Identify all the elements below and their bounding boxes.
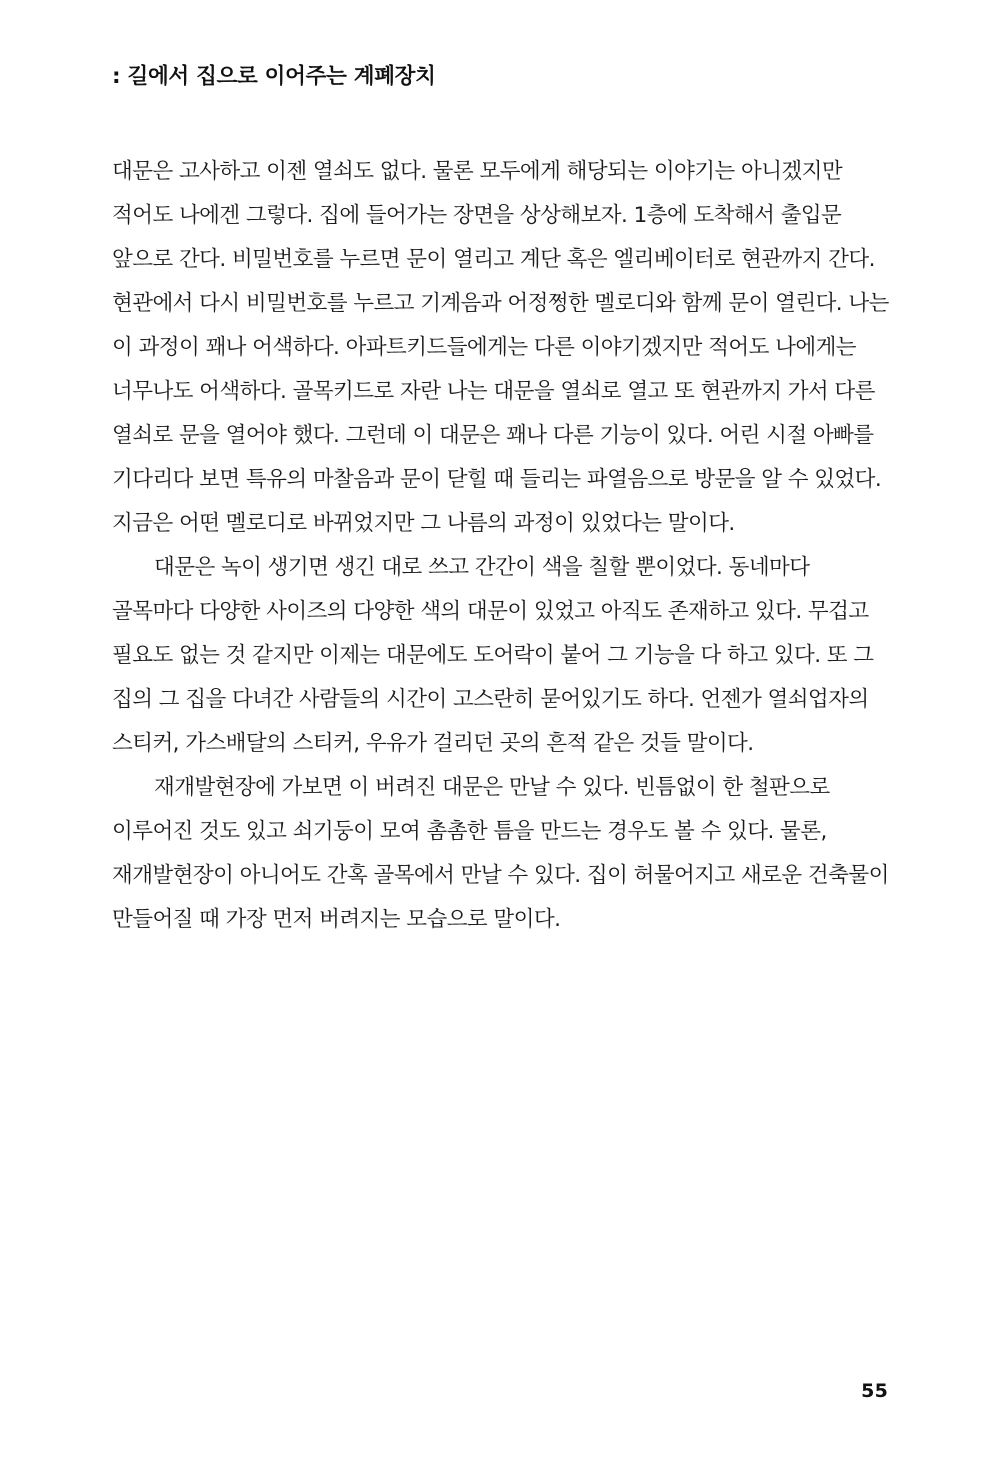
paragraph-3: 재개발현장에 가보면 이 버려진 대문은 만날 수 있다. 빈틈없이 한 철판으로 이루어진 것도 있고 쇠기둥이 모여 촘촘한 틈을 만드는 경우도 볼 수 있다. 물론, 재개발현장이 아니어도 간혹 골목에서 만날 수 있다. 집이 허물어지고 새로운 건축물이 만들어질 때 가장 먼저 버려지는 모습으로 말이다. <box>112 775 889 933</box>
page-number: 55 <box>861 1380 888 1402</box>
paragraph-1: 대문은 고사하고 이젠 열쇠도 없다. 물론 모두에게 해당되는 이야기는 아니겠지만 적어도 나에겐 그렇다. 집에 들어가는 장면을 상상해보자. 1층에 도착해서 출입문 앞으로 간다. 비밀번호를 누르면 문이 열리고 계단 혹은 엘리베이터로 현관까지 간다. 현관에서 다시 비밀번호를 누르고 기계음과 어정쩡한 멜로디와 함께 문이 열린다. 나는 이 과정이 꽤나 어색하다. 아파트키드들에게는 다른 이야기겠지만 적어도 나에게는 너무나도 어색하다. 골목키드로 자란 나는 대문을 열쇠로 열고 또 현관까지 가서 다른 열쇠로 문을 열어야 했다. 그런데 이 대문은 꽤나 다른 기능이 있다. 어린 시절 아빠를 기다리다 보면 특유의 마찰음과 문이 닫힐 때 들리는 파열음으로 방문을 알 수 있었다. 지금은 어떤 멜로디로 바뀌었지만 그 나름의 과정이 있었다는 말이다. <box>112 159 889 537</box>
page-title: : 길에서 집으로 이어주는 계폐장치 <box>112 64 436 89</box>
paragraph-2: 대문은 녹이 생기면 생긴 대로 쓰고 간간이 색을 칠할 뿐이었다. 동네마다 골목마다 다양한 사이즈의 다양한 색의 대문이 있었고 아직도 존재하고 있다. 무겁고 필요도 없는 것 같지만 이제는 대문에도 도어락이 붙어 그 기능을 다 하고 있다. 또 그 집의 그 집을 다녀간 사람들의 시간이 고스란히 묻어있기도 하다. 언젠가 열쇠업자의 스티커, 가스배달의 스티커, 우유가 걸리던 곳의 흔적 같은 것들 말이다. <box>112 555 874 757</box>
